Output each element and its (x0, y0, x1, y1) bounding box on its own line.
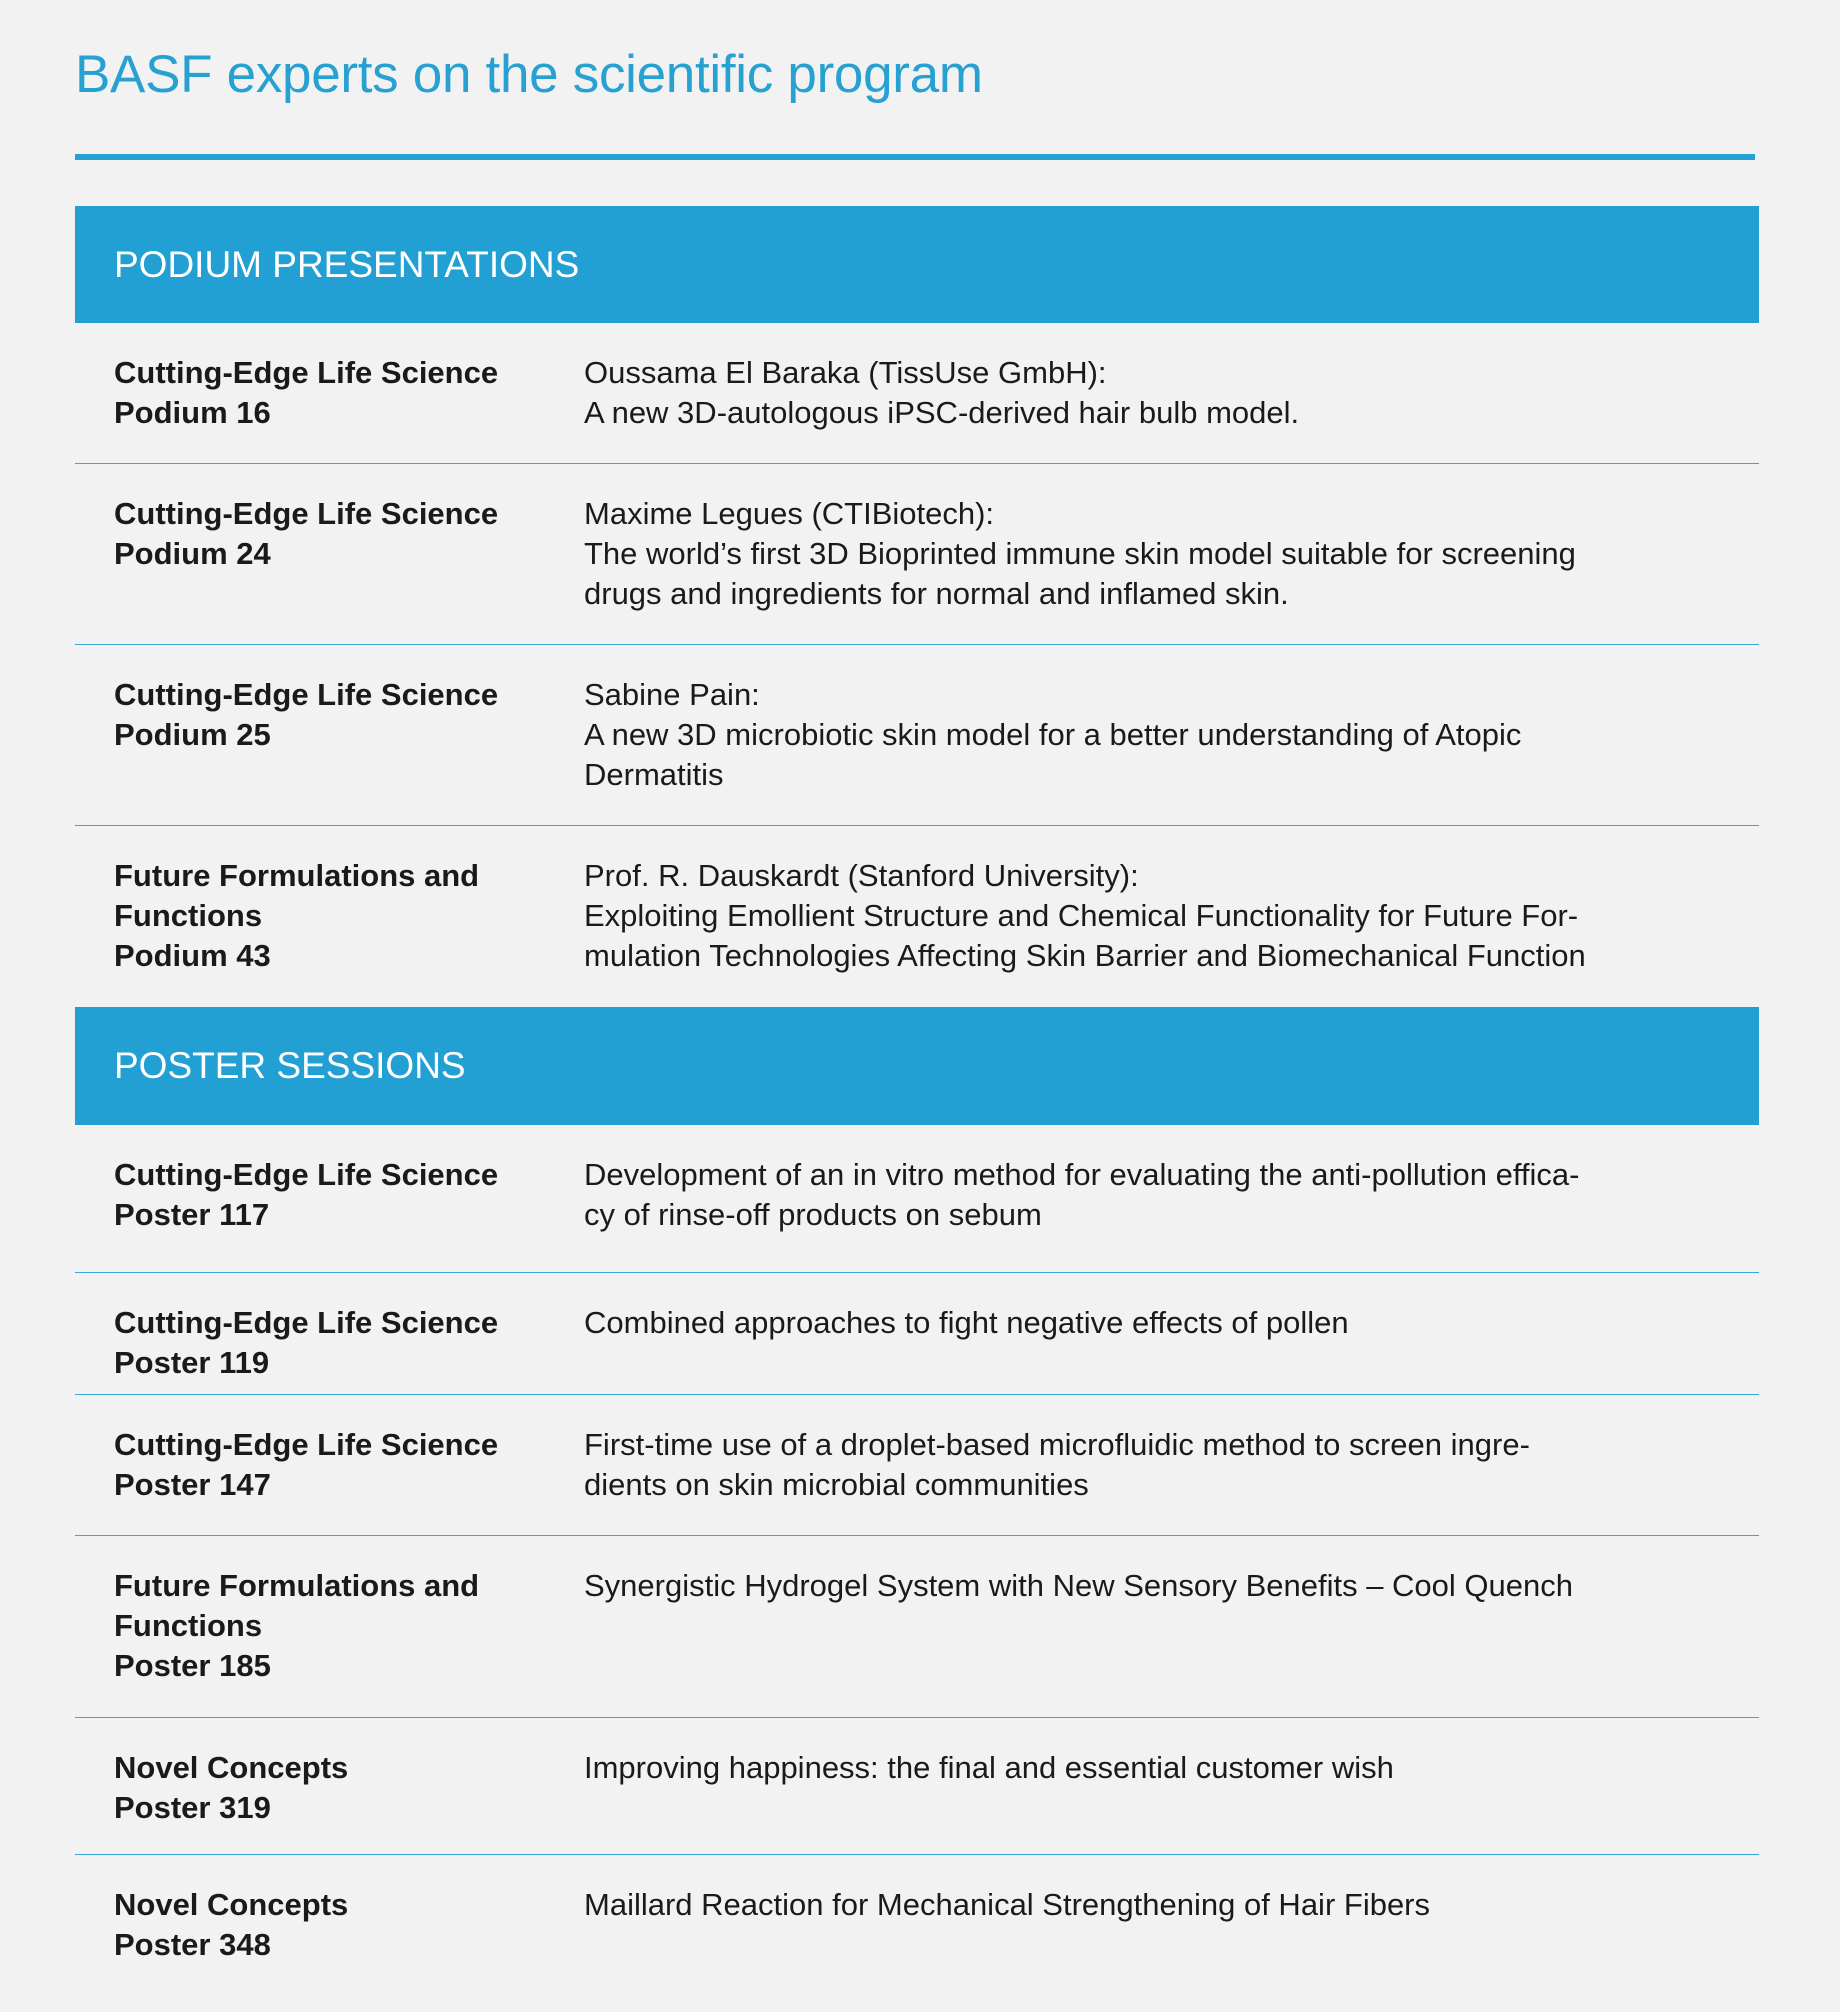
entry-session (75, 1155, 584, 1272)
program-entry-poster-319 (75, 1718, 1759, 1855)
program-entry-podium-43 (75, 826, 1759, 1007)
entry-title: Exploiting Emollient Structure and Chemical Functionality for Future For- (584, 898, 1579, 933)
entry-category: Cutting-Edge Life Science (114, 677, 499, 712)
entry-category: Future Formulations and (114, 1568, 480, 1603)
entry-session (75, 353, 584, 463)
entry-category: Cutting-Edge Life Science (114, 355, 499, 390)
entry-session (75, 675, 584, 825)
entry-number: Poster 348 (114, 1927, 271, 1962)
entry-category: Cutting-Edge Life Science (114, 1427, 499, 1462)
entry-title: cy of rinse-off products on sebum (584, 1197, 1042, 1232)
entry-session (75, 494, 584, 644)
entry-category: Functions (114, 1608, 263, 1643)
section-header-poster: POSTER SESSIONS (75, 1007, 1759, 1125)
entry-title: dients on skin microbial communities (584, 1467, 1089, 1502)
entry-title: A new 3D-autologous iPSC-derived hair bulb model. (584, 395, 1300, 430)
entry-title: Maillard Reaction for Mechanical Strengthening of Hair Fibers (584, 1887, 1431, 1922)
entry-number: Podium 25 (114, 717, 271, 752)
entry-session (75, 1425, 584, 1535)
entry-title: Development of an in vitro method for evaluating the anti-pollution effica- (584, 1157, 1580, 1192)
entry-number: Podium 24 (114, 536, 271, 571)
entry-title: Dermatitis (584, 757, 724, 792)
entry-category: Cutting-Edge Life Science (114, 1305, 499, 1340)
program-entry-poster-185 (75, 1536, 1759, 1718)
program-entry-poster-147 (75, 1395, 1759, 1536)
entry-title: Synergistic Hydrogel System with New Sensory Benefits – Cool Quench (584, 1568, 1573, 1603)
entry-details (584, 353, 1759, 463)
entry-number: Poster 319 (114, 1790, 271, 1825)
title-divider (75, 154, 1755, 160)
entry-details (584, 494, 1759, 644)
entry-title: First-time use of a droplet-based microfluidic method to screen ingre- (584, 1427, 1530, 1462)
entry-details (584, 1885, 1759, 1985)
entry-number: Poster 117 (114, 1197, 270, 1232)
entry-session (75, 1748, 584, 1854)
entry-details (584, 1303, 1759, 1394)
entry-category: Cutting-Edge Life Science (114, 1157, 499, 1192)
entry-details (584, 1155, 1759, 1272)
entry-title: mulation Technologies Affecting Skin Barrier and Biomechanical Function (584, 938, 1586, 973)
entry-details (584, 1425, 1759, 1535)
entry-number: Poster 185 (114, 1648, 271, 1683)
entry-session (75, 1566, 584, 1717)
section-header-podium: PODIUM PRESENTATIONS (75, 206, 1759, 323)
entry-title: A new 3D microbiotic skin model for a better understanding of Atopic (584, 717, 1522, 752)
entry-details (584, 1748, 1759, 1854)
entry-number: Poster 147 (114, 1467, 271, 1502)
entry-session (75, 1303, 584, 1394)
entry-session (75, 856, 584, 1007)
entry-number: Poster 119 (114, 1345, 270, 1380)
entry-details (584, 1566, 1759, 1717)
entry-speaker: Oussama El Baraka (TissUse GmbH): (584, 355, 1107, 390)
entry-category: Cutting-Edge Life Science (114, 496, 499, 531)
entry-session (75, 1885, 584, 1985)
program-list (75, 206, 1759, 1985)
program-entry-podium-24 (75, 464, 1759, 645)
entry-category: Functions (114, 898, 263, 933)
program-entry-podium-16 (75, 323, 1759, 464)
program-entry-poster-117 (75, 1125, 1759, 1273)
entry-category: Novel Concepts (114, 1887, 349, 1922)
entry-category: Future Formulations and (114, 858, 480, 893)
program-entry-podium-25 (75, 645, 1759, 826)
entry-title: Improving happiness: the final and essential customer wish (584, 1750, 1394, 1785)
entry-details (584, 675, 1759, 825)
entry-speaker: Prof. R. Dauskardt (Stanford University): (584, 858, 1139, 893)
page-title: BASF experts on the scientific program (75, 45, 983, 104)
entry-title: drugs and ingredients for normal and inflamed skin. (584, 576, 1289, 611)
entry-number: Podium 16 (114, 395, 271, 430)
program-entry-poster-348 (75, 1855, 1759, 1985)
entry-title: The world’s first 3D Bioprinted immune skin model suitable for screening (584, 536, 1576, 571)
entry-category: Novel Concepts (114, 1750, 349, 1785)
entry-speaker: Sabine Pain: (584, 677, 760, 712)
entry-speaker: Maxime Legues (CTIBiotech): (584, 496, 995, 531)
entry-title: Combined approaches to fight negative effects of pollen (584, 1305, 1349, 1340)
entry-details (584, 856, 1759, 1007)
entry-number: Podium 43 (114, 938, 271, 973)
program-entry-poster-119 (75, 1273, 1759, 1395)
